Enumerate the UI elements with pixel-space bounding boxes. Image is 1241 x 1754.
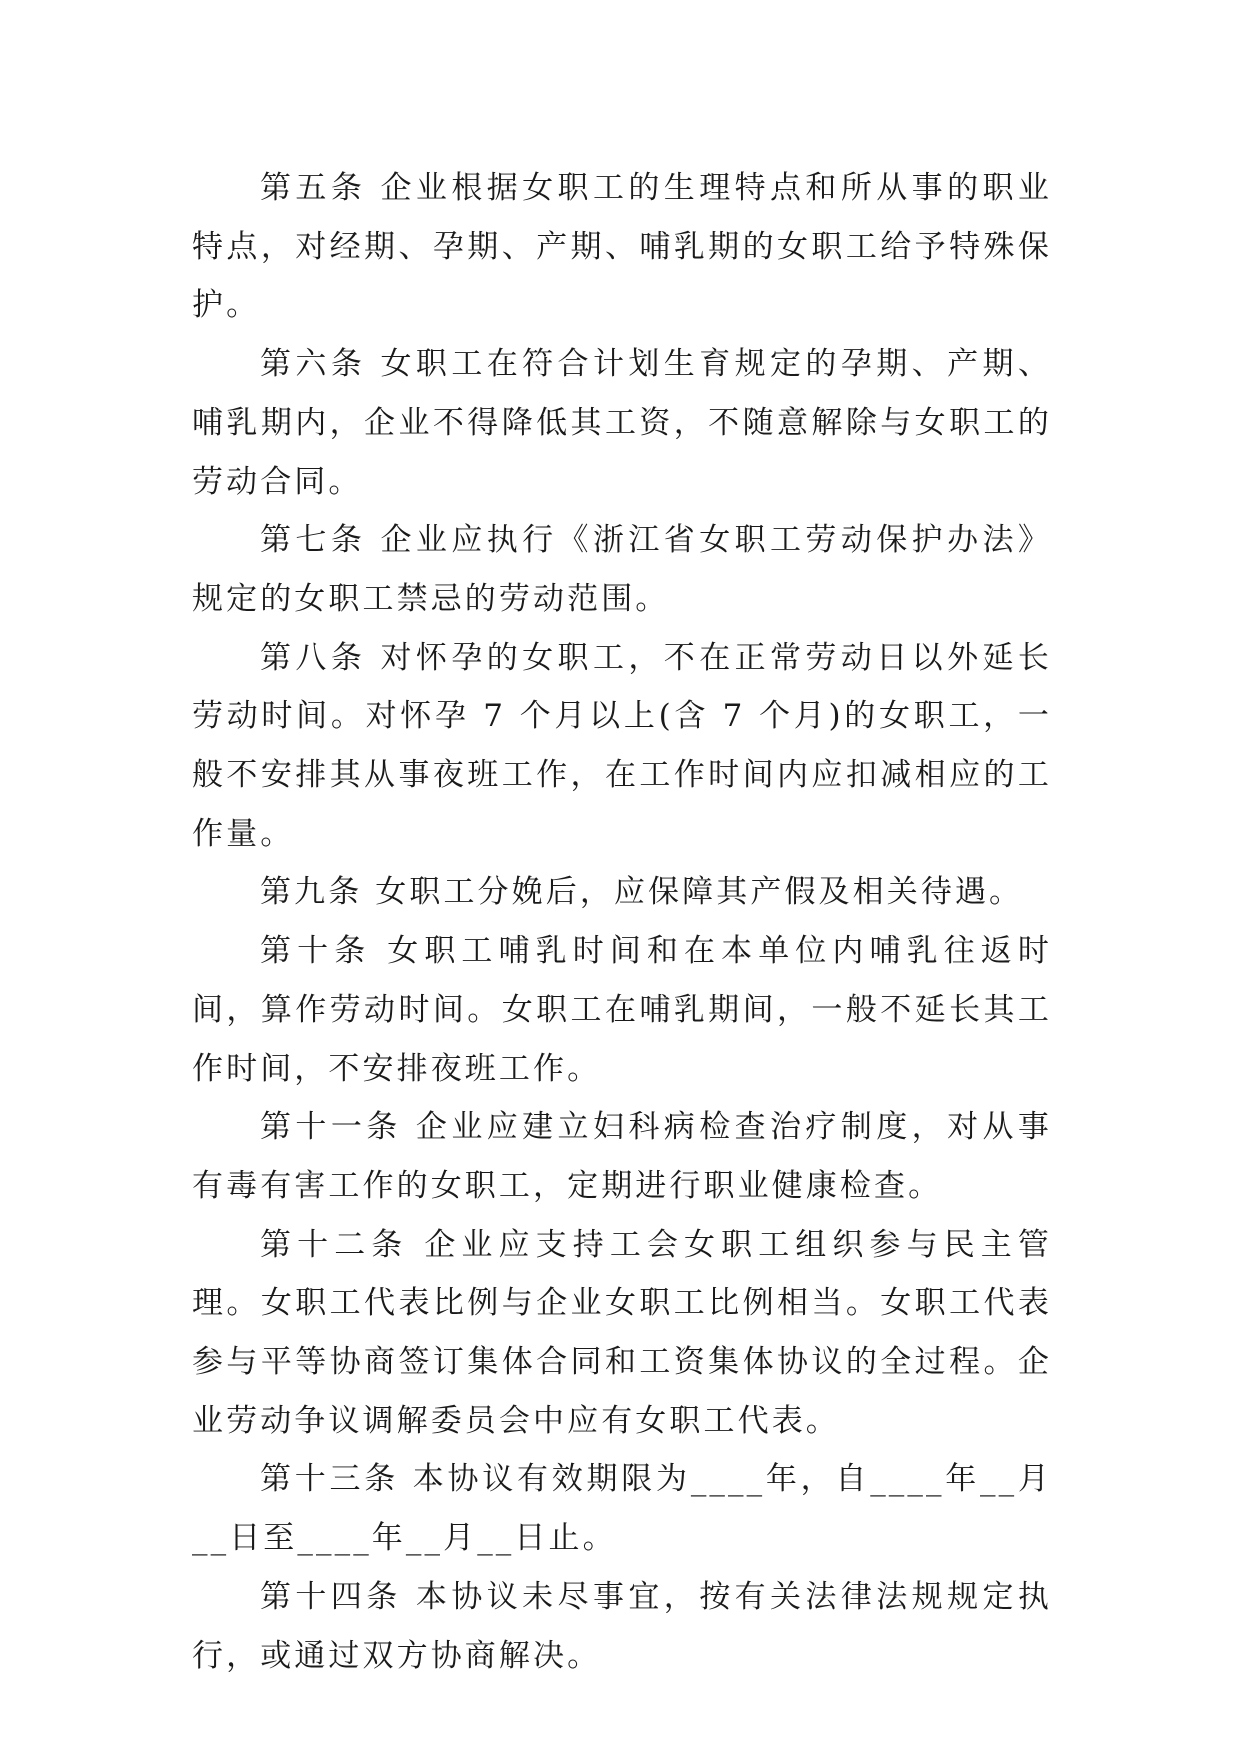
article-6: 第六条 女职工在符合计划生育规定的孕期、产期、哺乳期内，企业不得降低其工资，不随意解除与女职工的劳动合同。 [192,346,1052,500]
article-13: 第十三条 本协议有效期限为____年，自____年__月__日至____年__月__日止。 [192,1461,1052,1557]
document-body [192,159,1052,1685]
article-11: 第十一条 企业应建立妇科病检查治疗制度，对从事有毒有害工作的女职工，定期进行职业健康检查。 [192,1109,1052,1204]
article-14: 第十四条 本协议未尽事宜，按有关法律法规规定执行，或通过双方协商解决。 [192,1578,1052,1674]
article-8: 第八条 对怀孕的女职工，不在正常劳动日以外延长劳动时间。对怀孕 7 个月以上(含 7 个月)的女职工，一般不安排其从事夜班工作，在工作时间内应扣减相应的工作量。 [192,639,1052,852]
article-9: 第九条 女职工分娩后，应保障其产假及相关待遇。 [260,874,1024,911]
article-10: 第十条 女职工哺乳时间和在本单位内哺乳往返时间，算作劳动时间。女职工在哺乳期间，一般不延长其工作时间，不安排夜班工作。 [192,933,1052,1087]
article-5: 第五条 企业根据女职工的生理特点和所从事的职业特点，对经期、孕期、产期、哺乳期的女职工给予特殊保护。 [192,170,1052,324]
article-7: 第七条 企业应执行《浙江省女职工劳动保护办法》规定的女职工禁忌的劳动范围。 [192,522,1052,617]
article-12: 第十二条 企业应支持工会女职工组织参与民主管理。女职工代表比例与企业女职工比例相当。女职工代表参与平等协商签订集体合同和工资集体协议的全过程。企业劳动争议调解委员会中应有女职工代表。 [192,1226,1052,1439]
